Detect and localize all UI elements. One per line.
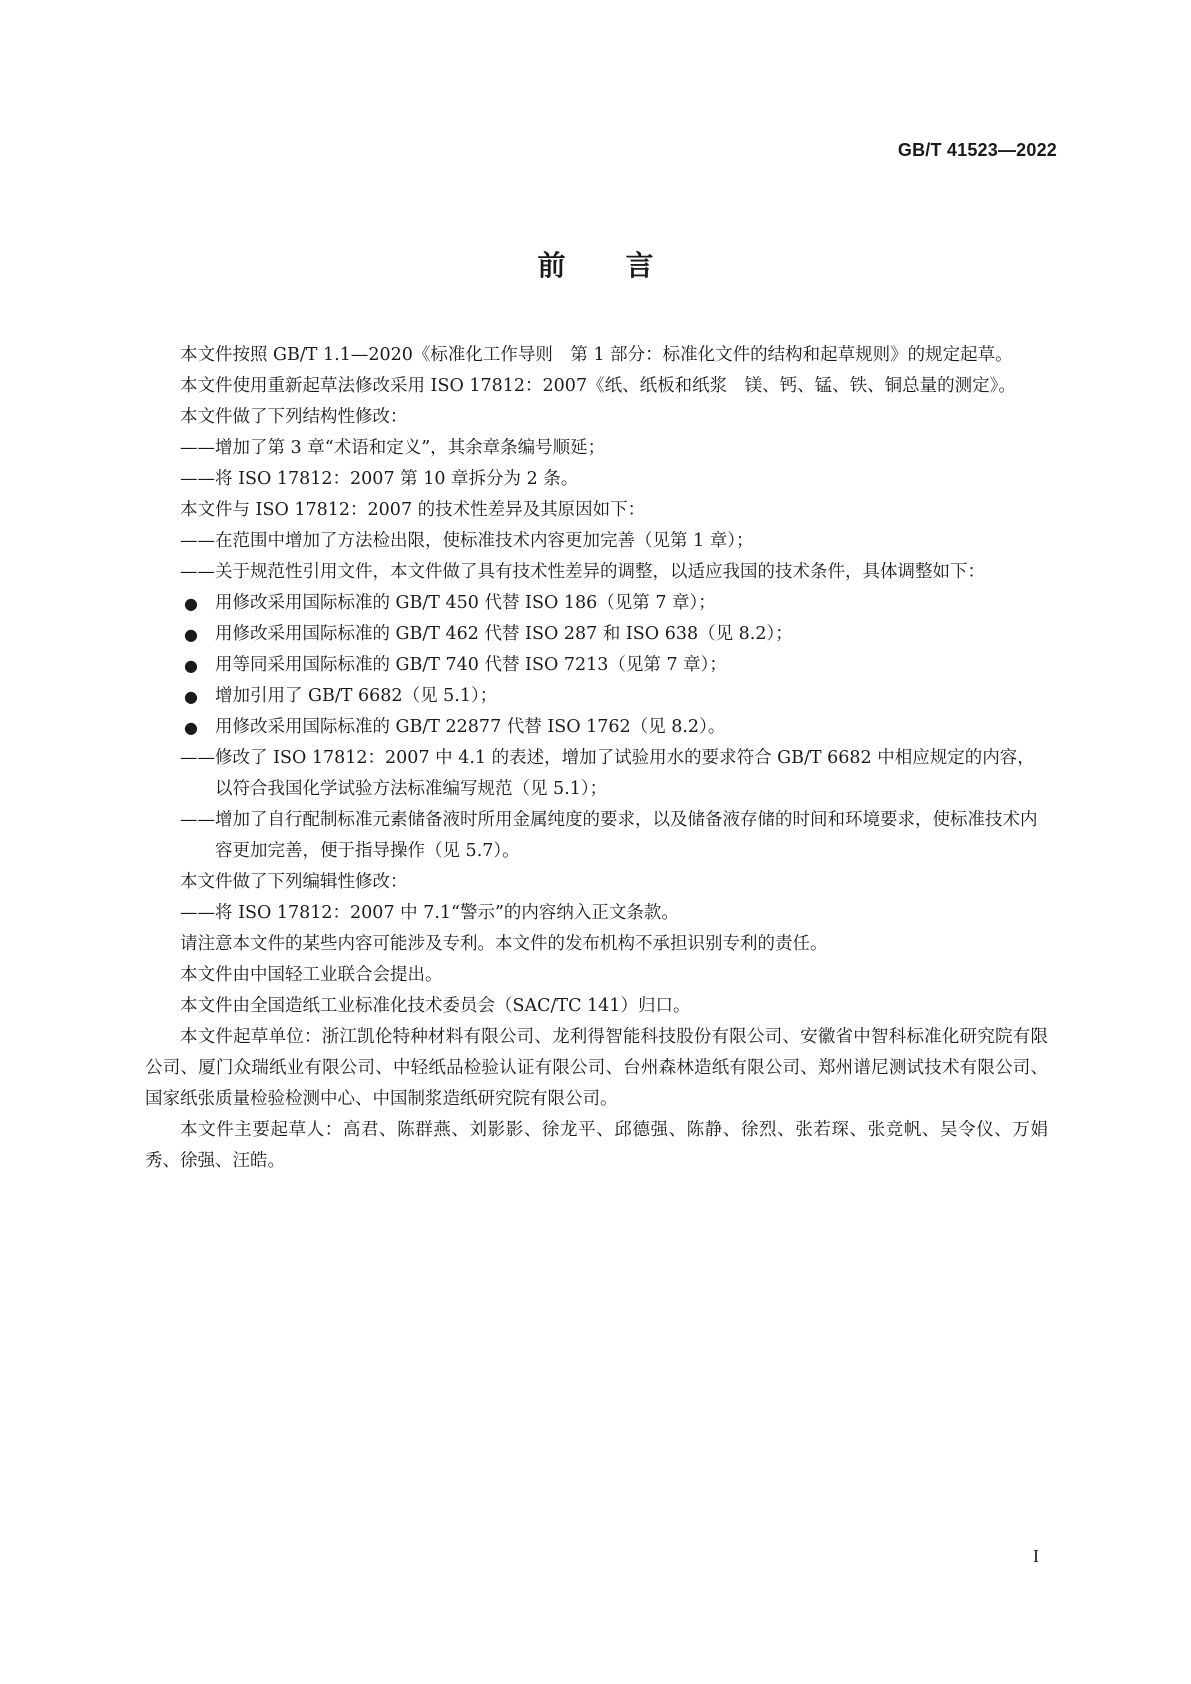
paragraph-drafters: 本文件主要起草人：高君、陈群燕、刘影影、徐龙平、邱德强、陈静、徐烈、张若琛、张竞帆、吴令仪、万娟秀、徐强、汪皓。 xyxy=(145,1120,1048,1171)
bullet-text: 用等同采用国际标准的 GB/T 740 代替 ISO 7213（见第 7 章）； xyxy=(215,655,727,675)
page-title xyxy=(0,244,1191,284)
paragraph-structural-changes: 本文件做了下列结构性修改： xyxy=(180,407,408,427)
bullet-icon: ● xyxy=(184,594,198,613)
bullet-item xyxy=(145,712,1048,743)
page-number: I xyxy=(1033,1546,1039,1566)
title-char-1: 前 xyxy=(537,249,566,282)
list-item-editorial-1: ——将 ISO 17812：2007 中 7.1“警示”的内容纳入正文条款。 xyxy=(180,903,679,923)
paragraph-patent-notice: 请注意本文件的某些内容可能涉及专利。本文件的发布机构不承担识别专利的责任。 xyxy=(180,934,828,954)
paragraph-drafting-rules: 本文件按照 GB/T 1.1—2020《标准化工作导则 第 1 部分：标准化文件的结构和起草规则》的规定起草。 xyxy=(180,345,1013,365)
list-item-structural-2: ——将 ISO 17812：2007 第 10 章拆分为 2 条。 xyxy=(180,469,579,489)
paragraph-adoption: 本文件使用重新起草法修改采用 ISO 17812：2007《纸、纸板和纸浆 镁、钙、锰、铁、铜总量的测定》。 xyxy=(180,376,1016,396)
bullet-text: 用修改采用国际标准的 GB/T 450 代替 ISO 186（见第 7 章）； xyxy=(215,593,716,613)
paragraph-proposer: 本文件由中国轻工业联合会提出。 xyxy=(180,965,443,985)
bullet-icon: ● xyxy=(184,656,198,675)
bullet-text: 用修改采用国际标准的 GB/T 22877 代替 ISO 1762（见 8.2）。 xyxy=(215,717,726,737)
bullet-icon: ● xyxy=(184,718,198,737)
bullet-item xyxy=(145,588,1048,619)
list-item-technical-2: ——关于规范性引用文件，本文件做了具有技术性差异的调整，以适应我国的技术条件，具体调整如下： xyxy=(180,562,985,582)
bullet-icon: ● xyxy=(184,625,198,644)
title-char-2: 言 xyxy=(625,249,654,282)
bullet-item xyxy=(145,619,1048,650)
bullet-item xyxy=(145,650,1048,681)
list-item-technical-1: ——在范围中增加了方法检出限，使标准技术内容更加完善（见第 1 章）； xyxy=(180,531,754,551)
paragraph-editorial-changes: 本文件做了下列编辑性修改： xyxy=(180,872,408,892)
bullet-icon: ● xyxy=(184,687,198,706)
list-item-structural-1: ——增加了第 3 章“术语和定义”，其余章条编号顺延； xyxy=(180,438,606,458)
list-item-technical-3: ——修改了 ISO 17812：2007 中 4.1 的表述，增加了试验用水的要求符合 GB/T 6682 中相应规定的内容，以符合我国化学试验方法标准编写规范（见 5.1）； xyxy=(180,748,1035,799)
foreword-body xyxy=(145,340,1048,1177)
standard-code: GB/T 41523—2022 xyxy=(897,140,1057,160)
paragraph-committee: 本文件由全国造纸工业标准化技术委员会（SAC/TC 141）归口。 xyxy=(180,996,691,1016)
bullet-text: 增加引用了 GB/T 6682（见 5.1）； xyxy=(215,686,498,706)
bullet-item xyxy=(145,681,1048,712)
list-item-technical-4: ——增加了自行配制标准元素储备液时所用金属纯度的要求，以及储备液存储的时间和环境要求，使标准技术内容更加完善，便于指导操作（见 5.7）。 xyxy=(180,810,1038,861)
paragraph-technical-differences: 本文件与 ISO 17812：2007 的技术性差异及其原因如下： xyxy=(180,500,646,520)
paragraph-drafting-units: 本文件起草单位：浙江凯伦特种材料有限公司、龙利得智能科技股份有限公司、安徽省中智科标准化研究院有限公司、厦门众瑞纸业有限公司、中轻纸品检验认证有限公司、台州森林造纸有限公司、郑州谱尼测试技术有限公司、国家纸张质量检验检测中心、中国制浆造纸研究院有限公司。 xyxy=(145,1027,1048,1109)
bullet-text: 用修改采用国际标准的 GB/T 462 代替 ISO 287 和 ISO 638（见 8.2）； xyxy=(215,624,793,644)
